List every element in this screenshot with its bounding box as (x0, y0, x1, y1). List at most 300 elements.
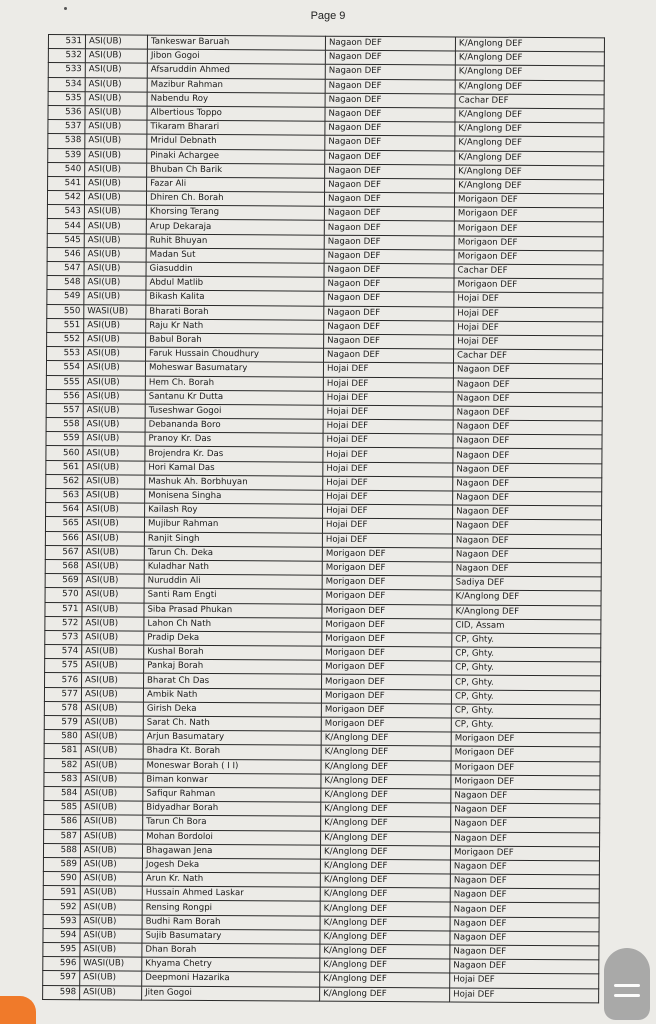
to-unit-cell: K/Anglong DEF (455, 179, 604, 194)
from-unit-cell: Hojai DEF (323, 419, 453, 434)
name-cell: Moneswar Borah ( I I) (143, 759, 321, 774)
name-cell: Babul Borah (146, 333, 324, 348)
from-unit-cell: Hojai DEF (323, 433, 453, 448)
rank-cell: WASI(UB) (80, 957, 142, 972)
from-unit-cell: Morigaon DEF (322, 604, 452, 619)
from-unit-cell: Morigaon DEF (322, 618, 452, 633)
to-unit-cell: K/Anglong DEF (455, 65, 604, 80)
name-cell: Sarat Ch. Nath (143, 716, 321, 731)
name-cell: Hussain Ahmed Laskar (142, 886, 320, 901)
name-cell: Arup Dekaraja (146, 220, 324, 235)
serial-number-cell: 570 (45, 588, 82, 602)
from-unit-cell: K/Anglong DEF (320, 958, 450, 973)
rank-cell: ASI(UB) (80, 872, 142, 887)
from-unit-cell: K/Anglong DEF (321, 816, 451, 831)
rank-cell: ASI(UB) (82, 574, 144, 589)
serial-number-cell: 549 (47, 290, 84, 304)
name-cell: Ruhit Bhuyan (146, 234, 324, 249)
from-unit-cell: Morigaon DEF (321, 703, 451, 718)
serial-number-cell: 589 (43, 857, 80, 871)
name-cell: Safiqur Rahman (143, 787, 321, 802)
to-unit-cell: Morigaon DEF (451, 746, 600, 761)
name-cell: Jiten Gogoi (142, 986, 320, 1001)
to-unit-cell: CP, Ghty. (452, 661, 601, 676)
name-cell: Jogesh Deka (142, 858, 320, 873)
rank-cell: ASI(UB) (80, 858, 142, 873)
from-unit-cell: Nagaon DEF (324, 306, 454, 321)
name-cell: Mujibur Rahman (144, 517, 322, 532)
from-unit-cell: Nagaon DEF (324, 192, 454, 207)
serial-number-cell: 598 (43, 985, 80, 999)
from-unit-cell: Nagaon DEF (324, 221, 454, 236)
from-unit-cell: K/Anglong DEF (320, 887, 450, 902)
serial-number-cell: 560 (46, 446, 83, 460)
name-cell: Khorsing Terang (146, 205, 324, 220)
to-unit-cell: Cachar DEF (453, 349, 602, 364)
name-cell: Santanu Kr Dutta (145, 390, 323, 405)
to-unit-cell: K/Anglong DEF (455, 165, 604, 180)
serial-number-cell: 555 (46, 375, 83, 389)
name-cell: Kailash Roy (145, 503, 323, 518)
serial-number-cell: 591 (43, 886, 80, 900)
to-unit-cell: Morigaon DEF (454, 221, 603, 236)
to-unit-cell: Nagaon DEF (450, 917, 599, 932)
name-cell: Biman konwar (143, 773, 321, 788)
from-unit-cell: Nagaon DEF (325, 178, 455, 193)
serial-number-cell: 563 (46, 488, 83, 502)
name-cell: Bharat Ch Das (144, 674, 322, 689)
name-cell: Bikash Kalita (146, 290, 324, 305)
serial-number-cell: 559 (46, 432, 83, 446)
name-cell: Lahon Ch Nath (144, 617, 322, 632)
from-unit-cell: Hojai DEF (323, 363, 453, 378)
rank-cell: ASI(UB) (82, 517, 144, 532)
name-cell: Nuruddin Ali (144, 574, 322, 589)
serial-number-cell: 543 (47, 205, 84, 219)
from-unit-cell: K/Anglong DEF (321, 788, 451, 803)
rank-cell: ASI(UB) (81, 730, 143, 745)
from-unit-cell: Nagaon DEF (324, 235, 454, 250)
rank-cell: ASI(UB) (80, 843, 142, 858)
from-unit-cell: Morigaon DEF (321, 717, 451, 732)
from-unit-cell: Hojai DEF (323, 391, 453, 406)
rank-cell: ASI(UB) (82, 645, 144, 660)
rank-cell: ASI(UB) (85, 77, 147, 92)
to-unit-cell: Nagaon DEF (450, 931, 599, 946)
from-unit-cell: Morigaon DEF (322, 561, 452, 576)
serial-number-cell: 562 (46, 474, 83, 488)
name-cell: Brojendra Kr. Das (145, 447, 323, 462)
serial-number-cell: 596 (43, 957, 80, 971)
rank-cell: ASI(UB) (83, 475, 145, 490)
to-unit-cell: Nagaon DEF (450, 902, 599, 917)
to-unit-cell: Nagaon DEF (453, 392, 602, 407)
serial-number-cell: 585 (44, 801, 81, 815)
from-unit-cell: Morigaon DEF (322, 547, 452, 562)
rank-cell: ASI(UB) (83, 460, 145, 475)
to-unit-cell: CP, Ghty. (451, 704, 600, 719)
serial-number-cell: 582 (44, 758, 81, 772)
to-unit-cell: Nagaon DEF (451, 831, 600, 846)
from-unit-cell: K/Anglong DEF (320, 859, 450, 874)
from-unit-cell: Nagaon DEF (325, 65, 455, 80)
name-cell: Tuseshwar Gogoi (145, 404, 323, 419)
from-unit-cell: Nagaon DEF (325, 136, 455, 151)
serial-number-cell: 577 (44, 687, 81, 701)
rank-cell: ASI(UB) (82, 631, 144, 646)
from-unit-cell: Morigaon DEF (322, 675, 452, 690)
to-unit-cell: Nagaon DEF (452, 562, 601, 577)
to-unit-cell: Nagaon DEF (450, 860, 599, 875)
serial-number-cell: 556 (46, 389, 83, 403)
table-row (43, 985, 599, 1003)
from-unit-cell: Nagaon DEF (324, 292, 454, 307)
to-unit-cell: Nagaon DEF (450, 874, 599, 889)
to-unit-cell: K/Anglong DEF (452, 590, 601, 605)
to-unit-cell: Nagaon DEF (452, 519, 601, 534)
rank-cell: ASI(UB) (80, 929, 142, 944)
name-cell: Mashuk Ah. Borbhuyan (145, 475, 323, 490)
from-unit-cell: Hojai DEF (323, 377, 453, 392)
to-unit-cell: CID, Assam (452, 619, 601, 634)
name-cell: Santi Ram Engti (144, 588, 322, 603)
to-unit-cell: Hojai DEF (454, 307, 603, 322)
to-unit-cell: CP, Ghty. (452, 675, 601, 690)
rank-cell: ASI(UB) (83, 446, 145, 461)
from-unit-cell: Nagaon DEF (325, 107, 455, 122)
from-unit-cell: K/Anglong DEF (321, 774, 451, 789)
rank-cell: ASI(UB) (83, 389, 145, 404)
rank-cell: ASI(UB) (80, 886, 142, 901)
from-unit-cell: K/Anglong DEF (320, 930, 450, 945)
serial-number-cell: 537 (48, 120, 85, 134)
serial-number-cell: 550 (47, 304, 84, 318)
serial-number-cell: 566 (45, 531, 82, 545)
from-unit-cell: K/Anglong DEF (320, 916, 450, 931)
rank-cell: ASI(UB) (84, 233, 146, 248)
to-unit-cell: K/Anglong DEF (455, 51, 604, 66)
serial-number-cell: 541 (48, 176, 85, 190)
name-cell: Ranjit Singh (144, 532, 322, 547)
from-unit-cell: Morigaon DEF (322, 575, 452, 590)
to-unit-cell: Morigaon DEF (451, 732, 600, 747)
to-unit-cell: Morigaon DEF (454, 278, 603, 293)
serial-number-cell: 593 (43, 914, 80, 928)
from-unit-cell: Nagaon DEF (325, 121, 455, 136)
to-unit-cell: Cachar DEF (454, 264, 603, 279)
serial-number-cell: 579 (44, 715, 81, 729)
serial-number-cell: 565 (45, 517, 82, 531)
from-unit-cell: Hojai DEF (323, 405, 453, 420)
serial-number-cell: 573 (45, 630, 82, 644)
from-unit-cell: K/Anglong DEF (320, 902, 450, 917)
rank-cell: ASI(UB) (83, 404, 145, 419)
rank-cell: ASI(UB) (82, 588, 144, 603)
name-cell: Pinaki Achargee (147, 149, 325, 164)
document-sheet (42, 34, 604, 1003)
serial-number-cell: 597 (43, 971, 80, 985)
from-unit-cell: Nagaon DEF (325, 164, 455, 179)
rank-cell: ASI(UB) (81, 702, 143, 717)
rank-cell: ASI(UB) (80, 985, 142, 1000)
to-unit-cell: Nagaon DEF (451, 789, 600, 804)
transfer-table (42, 34, 605, 1003)
serial-number-cell: 583 (44, 772, 81, 786)
serial-number-cell: 540 (48, 162, 85, 176)
to-unit-cell: K/Anglong DEF (452, 604, 601, 619)
serial-number-cell: 554 (46, 361, 83, 375)
name-cell: Debananda Boro (145, 418, 323, 433)
serial-number-cell: 548 (47, 276, 84, 290)
name-cell: Mazibur Rahman (147, 78, 325, 93)
name-cell: Dhiren Ch. Borah (146, 191, 324, 206)
from-unit-cell: Morigaon DEF (321, 689, 451, 704)
name-cell: Ambik Nath (143, 688, 321, 703)
rank-cell: ASI(UB) (81, 758, 143, 773)
rank-cell: ASI(UB) (83, 489, 145, 504)
to-unit-cell: Nagaon DEF (450, 945, 599, 960)
rank-cell: ASI(UB) (81, 787, 143, 802)
rank-cell: ASI(UB) (81, 744, 143, 759)
serial-number-cell: 558 (46, 418, 83, 432)
to-unit-cell: CP, Ghty. (452, 633, 601, 648)
from-unit-cell: Nagaon DEF (324, 277, 454, 292)
menu-button[interactable] (604, 948, 650, 1020)
name-cell: Dhan Borah (142, 943, 320, 958)
to-unit-cell: Nagaon DEF (453, 463, 602, 478)
serial-number-cell: 571 (45, 602, 82, 616)
from-unit-cell: K/Anglong DEF (321, 746, 451, 761)
name-cell: Pranoy Kr. Das (145, 432, 323, 447)
to-unit-cell: Hojai DEF (450, 988, 599, 1003)
serial-number-cell: 533 (48, 63, 85, 77)
serial-number-cell: 586 (44, 815, 81, 829)
to-unit-cell: CP, Ghty. (452, 647, 601, 662)
serial-number-cell: 575 (45, 659, 82, 673)
name-cell: Faruk Hussain Choudhury (146, 347, 324, 362)
from-unit-cell: Hojai DEF (322, 519, 452, 534)
name-cell: Girish Deka (143, 702, 321, 717)
name-cell: Albertious Toppo (147, 106, 325, 121)
rank-cell: ASI(UB) (80, 971, 142, 986)
from-unit-cell: Hojai DEF (323, 504, 453, 519)
rank-cell: ASI(UB) (85, 162, 147, 177)
rank-cell: ASI(UB) (85, 148, 147, 163)
serial-number-cell: 561 (46, 460, 83, 474)
to-unit-cell: Hojai DEF (454, 335, 603, 350)
from-unit-cell: Nagaon DEF (324, 206, 454, 221)
serial-number-cell: 532 (48, 49, 85, 63)
to-unit-cell: Morigaon DEF (454, 207, 603, 222)
to-unit-cell: K/Anglong DEF (455, 136, 604, 151)
to-unit-cell: Nagaon DEF (453, 491, 602, 506)
serial-number-cell: 534 (48, 77, 85, 91)
to-unit-cell: Nagaon DEF (450, 888, 599, 903)
name-cell: Bidyadhar Borah (143, 801, 321, 816)
to-unit-cell: Nagaon DEF (452, 548, 601, 563)
orange-tab[interactable] (0, 996, 36, 1024)
rank-cell: ASI(UB) (84, 248, 146, 263)
name-cell: Bhagawan Jena (142, 844, 320, 859)
name-cell: Pradip Deka (144, 631, 322, 646)
from-unit-cell: K/Anglong DEF (320, 944, 450, 959)
from-unit-cell: K/Anglong DEF (320, 987, 450, 1002)
rank-cell: ASI(UB) (82, 659, 144, 674)
serial-number-cell: 544 (47, 219, 84, 233)
from-unit-cell: Morigaon DEF (322, 632, 452, 647)
name-cell: Raju Kr Nath (146, 319, 324, 334)
to-unit-cell: Hojai DEF (450, 973, 599, 988)
serial-number-cell: 587 (44, 829, 81, 843)
serial-number-cell: 535 (48, 91, 85, 105)
rank-cell: WASI(UB) (84, 304, 146, 319)
to-unit-cell: K/Anglong DEF (455, 150, 604, 165)
to-unit-cell: Morigaon DEF (451, 761, 600, 776)
serial-number-cell: 592 (43, 900, 80, 914)
to-unit-cell: Hojai DEF (454, 321, 603, 336)
from-unit-cell: Hojai DEF (323, 476, 453, 491)
rank-cell: ASI(UB) (84, 333, 146, 348)
name-cell: Khyama Chetry (142, 957, 320, 972)
rank-cell: ASI(UB) (84, 219, 146, 234)
rank-cell: ASI(UB) (81, 829, 143, 844)
rank-cell: ASI(UB) (84, 347, 146, 362)
from-unit-cell: K/Anglong DEF (321, 760, 451, 775)
serial-number-cell: 578 (44, 701, 81, 715)
from-unit-cell: Morigaon DEF (322, 660, 452, 675)
to-unit-cell: Nagaon DEF (451, 817, 600, 832)
to-unit-cell: Morigaon DEF (451, 775, 600, 790)
to-unit-cell: CP, Ghty. (451, 690, 600, 705)
serial-number-cell: 564 (46, 503, 83, 517)
to-unit-cell: Morigaon DEF (454, 193, 603, 208)
serial-number-cell: 572 (45, 616, 82, 630)
to-unit-cell: Nagaon DEF (450, 959, 599, 974)
serial-number-cell: 588 (43, 843, 80, 857)
rank-cell: ASI(UB) (83, 503, 145, 518)
rank-cell: ASI(UB) (81, 716, 143, 731)
rank-cell: ASI(UB) (85, 134, 147, 149)
serial-number-cell: 557 (46, 403, 83, 417)
name-cell: Pankaj Borah (144, 659, 322, 674)
serial-number-cell: 581 (44, 744, 81, 758)
name-cell: Bhadra Kt. Borah (143, 744, 321, 759)
serial-number-cell: 553 (47, 347, 84, 361)
name-cell: Siba Prasad Phukan (144, 603, 322, 618)
from-unit-cell: Morigaon DEF (322, 589, 452, 604)
serial-number-cell: 547 (47, 261, 84, 275)
rank-cell: ASI(UB) (81, 772, 143, 787)
name-cell: Sujib Basumatary (142, 929, 320, 944)
to-unit-cell: Nagaon DEF (453, 377, 602, 392)
rank-cell: ASI(UB) (82, 560, 144, 575)
to-unit-cell: Morigaon DEF (454, 250, 603, 265)
from-unit-cell: Hojai DEF (323, 462, 453, 477)
from-unit-cell: Nagaon DEF (324, 263, 454, 278)
rank-cell: ASI(UB) (84, 290, 146, 305)
to-unit-cell: Morigaon DEF (450, 846, 599, 861)
serial-number-cell: 580 (44, 730, 81, 744)
serial-number-cell: 551 (47, 318, 84, 332)
name-cell: Tarun Ch Bora (143, 815, 321, 830)
to-unit-cell: Nagaon DEF (453, 420, 602, 435)
serial-number-cell: 531 (48, 35, 85, 49)
name-cell: Mohan Bordoloi (143, 830, 321, 845)
from-unit-cell: Hojai DEF (323, 490, 453, 505)
from-unit-cell: Nagaon DEF (324, 320, 454, 335)
from-unit-cell: K/Anglong DEF (320, 873, 450, 888)
name-cell: Jibon Gogoi (147, 49, 325, 64)
from-unit-cell: Nagaon DEF (323, 348, 453, 363)
to-unit-cell: Nagaon DEF (453, 477, 602, 492)
to-unit-cell: Nagaon DEF (453, 505, 602, 520)
to-unit-cell: Nagaon DEF (451, 803, 600, 818)
name-cell: Hem Ch. Borah (145, 376, 323, 391)
to-unit-cell: Nagaon DEF (453, 448, 602, 463)
rank-cell: ASI(UB) (82, 531, 144, 546)
name-cell: Kuladhar Nath (144, 560, 322, 575)
from-unit-cell: K/Anglong DEF (321, 802, 451, 817)
name-cell: Madan Sut (146, 248, 324, 263)
rank-cell: ASI(UB) (85, 35, 147, 50)
rank-cell: ASI(UB) (82, 545, 144, 560)
to-unit-cell: Morigaon DEF (454, 236, 603, 251)
to-unit-cell: K/Anglong DEF (455, 108, 604, 123)
serial-number-cell: 545 (47, 233, 84, 247)
name-cell: Abdul Matlib (146, 276, 324, 291)
from-unit-cell: Nagaon DEF (325, 50, 455, 65)
name-cell: Tarun Ch. Deka (144, 546, 322, 561)
name-cell: Hori Kamal Das (145, 461, 323, 476)
rank-cell: ASI(UB) (85, 49, 147, 64)
rank-cell: ASI(UB) (85, 63, 147, 78)
name-cell: Fazar Ali (147, 177, 325, 192)
name-cell: Mridul Debnath (147, 134, 325, 149)
name-cell: Arun Kr. Nath (142, 872, 320, 887)
rank-cell: ASI(UB) (85, 120, 147, 135)
from-unit-cell: K/Anglong DEF (320, 973, 450, 988)
serial-number-cell: 569 (45, 574, 82, 588)
serial-number-cell: 552 (47, 332, 84, 346)
rank-cell: ASI(UB) (82, 616, 144, 631)
rank-cell: ASI(UB) (82, 673, 144, 688)
rank-cell: ASI(UB) (81, 687, 143, 702)
name-cell: Moheswar Basumatary (145, 361, 323, 376)
name-cell: Bhuban Ch Barik (147, 163, 325, 178)
serial-number-cell: 542 (47, 191, 84, 205)
rank-cell: ASI(UB) (83, 418, 145, 433)
serial-number-cell: 568 (45, 559, 82, 573)
rank-cell: ASI(UB) (83, 361, 145, 376)
serial-number-cell: 595 (43, 942, 80, 956)
name-cell: Monisena Singha (145, 489, 323, 504)
to-unit-cell: Cachar DEF (455, 94, 604, 109)
name-cell: Tikaram Bharari (147, 120, 325, 135)
name-cell: Arjun Basumatary (143, 730, 321, 745)
to-unit-cell: Nagaon DEF (453, 434, 602, 449)
name-cell: Afsaruddin Ahmed (147, 63, 325, 78)
name-cell: Tankeswar Baruah (147, 35, 325, 50)
serial-number-cell: 567 (45, 545, 82, 559)
to-unit-cell: K/Anglong DEF (455, 80, 604, 95)
rank-cell: ASI(UB) (84, 318, 146, 333)
from-unit-cell: K/Anglong DEF (321, 831, 451, 846)
to-unit-cell: Nagaon DEF (453, 363, 602, 378)
rank-cell: ASI(UB) (85, 177, 147, 192)
to-unit-cell: K/Anglong DEF (455, 37, 604, 52)
rank-cell: ASI(UB) (84, 205, 146, 220)
from-unit-cell: Morigaon DEF (322, 646, 452, 661)
